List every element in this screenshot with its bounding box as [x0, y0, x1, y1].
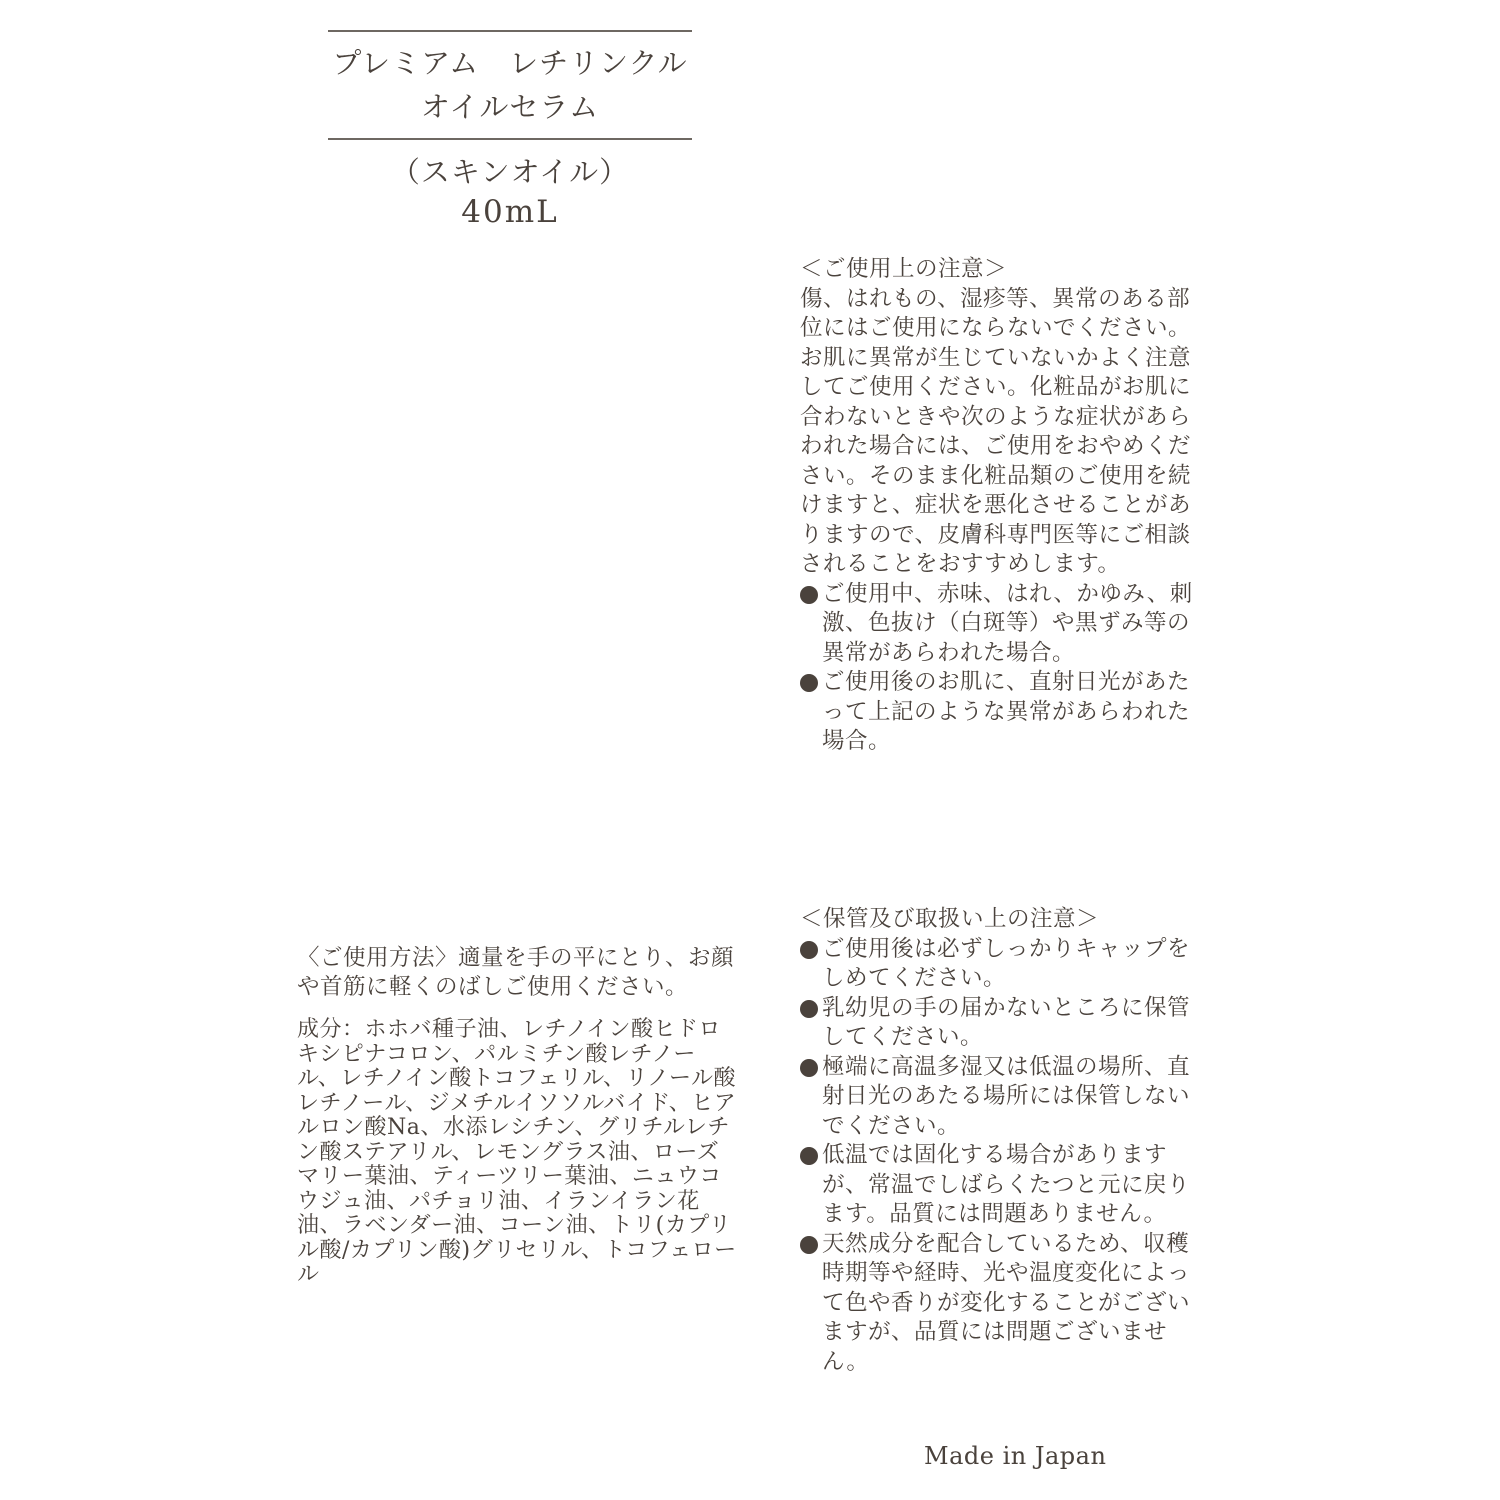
list-item [800, 668, 1210, 757]
list-item [800, 935, 1210, 994]
product-category: （スキンオイル） [390, 155, 630, 189]
list-item-text: ご使用後は必ずしっかりキャップをしめてください。 [822, 935, 1191, 991]
list-item-text: 乳幼児の手の届かないところに保管してください。 [822, 994, 1191, 1050]
ingredients-text: 成分：ホホバ種子油、レチノイン酸ヒドロキシピナコロン、パルミチン酸レチノール、レチノイン酸トコフェリル、リノール酸レチノール、ジメチルイソソルバイド、ヒアルロン酸Na、水添レシチン、グリチルレチン酸ステアリル、レモングラス油、ローズマリー葉油、ティーツリー葉油、ニュウコウジュ油、パチョリ油、イランイラン花油、ラベンダー油、コーン油、トリ(カプリル酸/カプリン酸)グリセリル、トコフェロール [297, 1017, 737, 1287]
list-item [800, 1053, 1210, 1142]
bullet-icon [800, 1059, 818, 1077]
list-item-text: ご使用中、赤味、はれ、かゆみ、刺激、色抜け（白斑等）や黒ずみ等の異常があらわれた場合。 [822, 580, 1193, 666]
usage-directions-text: 〈ご使用方法〉適量を手の平にとり、お顔や首筋に軽くのばしご使用ください。 [297, 945, 735, 1000]
usage-directions [297, 944, 737, 1001]
bullet-icon [800, 674, 818, 692]
bullet-icon [800, 941, 818, 959]
list-item [800, 1141, 1210, 1230]
product-title-line1: プレミアム レチリンクル [332, 46, 688, 80]
list-item-text: ご使用後のお肌に、直射日光があたって上記のような異常があらわれた場合。 [822, 669, 1191, 754]
list-item [800, 1230, 1210, 1378]
country-of-origin: Made in Japan [924, 1442, 1107, 1470]
usage-caution-heading: ＜ご使用上の注意＞ [800, 256, 1008, 282]
storage-caution-section [800, 905, 1210, 1377]
product-volume: 40mL [461, 194, 559, 230]
usage-caution-body: 傷、はれもの、湿疹等、異常のある部位にはご使用にならないでください。お肌に異常が生じていないかよく注意してご使用ください。化粧品がお肌に合わないときや次のような症状があらわれた場合には、ご使用をおやめください。そのまま化粧品類のご使用を続けますと、症状を悪化させることがありますので、皮膚科専門医等にご相談されることをおすすめします。 [800, 285, 1192, 577]
product-title-line2: オイルセラム [420, 90, 600, 124]
bullet-icon [800, 1147, 818, 1165]
product-title-block [328, 30, 692, 232]
bullet-icon [800, 1236, 818, 1254]
list-item [800, 580, 1210, 669]
list-item-text: 低温では固化する場合がありますが、常温でしばらくたつと元に戻ります。品質には問題ありません。 [822, 1142, 1191, 1227]
list-item-text: 天然成分を配合しているため、収穫時期等や経時、光や温度変化によって色や香りが変化することがございますが、品質には問題ございません。 [822, 1230, 1191, 1375]
bullet-icon [800, 586, 818, 604]
usage-caution-list [800, 580, 1210, 757]
storage-caution-heading: ＜保管及び取扱い上の注意＞ [800, 906, 1100, 932]
bullet-icon [800, 1000, 818, 1018]
storage-caution-list [800, 935, 1210, 1378]
product-title [328, 32, 692, 138]
ingredients-section [297, 1018, 737, 1288]
list-item-text: 極端に高温多湿又は低温の場所、直射日光のあたる場所には保管しないでください。 [822, 1053, 1191, 1139]
usage-caution-section [800, 255, 1210, 757]
list-item [800, 994, 1210, 1053]
